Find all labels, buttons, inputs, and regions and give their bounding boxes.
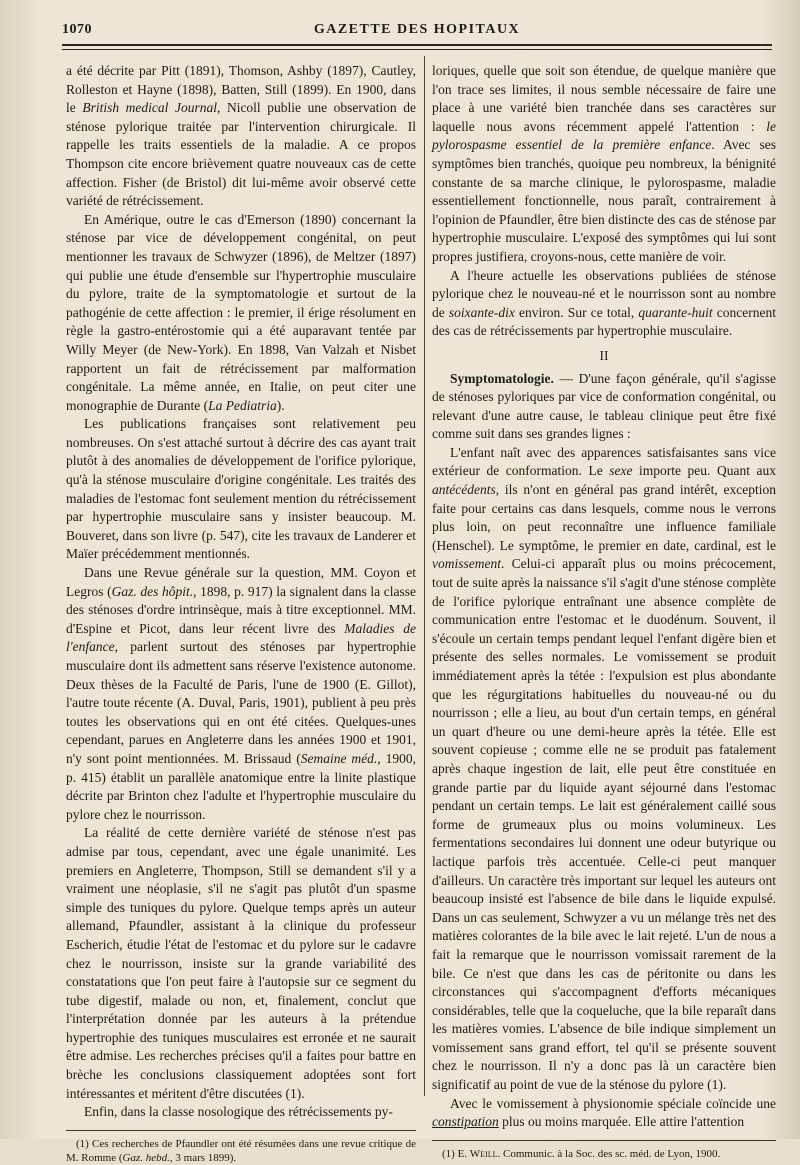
paragraph: Les publications françaises sont relativement peu nombreuses. On s'est attaché surtout à décrire des cas ayant trait plutôt à des anomalies de développement de l'orifice pylorique, qu'à la sténose musculaire d'origine congénitale. Les traités des maladies de l'estomac font seulement mention du rétrécissement par hypertrophie musculaire sans y insister beaucoup. M. Bouveret, dans son livre (p. 547), cite les travaux de Landerer et Maïer précédemment mentionnés.	[66, 416, 416, 562]
paragraph: loriques, quelle que soit son étendue, de quelque manière que l'on trace ses limites, il nous semble nécessaire de faire une place à une variété bien tranchée dans ses caractères sur laquelle nous avons récemment appelé l'attention : le pylorospasme essentiel de la première enfance. Avec ses symptômes bien tranchés, quoique peu nombreux, la bénignité constante de sa marche clinique, le pylorospasme, maladie essentiellement fonctionnelle, nous paraît, contrairement à l'opinion de Pfaundler, être bien distincte des cas de sténose par hypertrophie musculaire. L'exposé des symptômes qui lui sont propres justifiera, croyons-nous, cette manière de voir.	[432, 63, 776, 264]
paragraph: Enfin, dans la classe nosologique des rétrécissements py-	[84, 1104, 393, 1120]
journal-title: GAZETTE DES HOPITAUX	[313, 22, 521, 37]
page-number: 1070	[62, 22, 92, 37]
header-rule-thin	[62, 49, 772, 50]
column-divider	[424, 56, 425, 1096]
footnote: (1) Ces recherches de Pfaundler ont été résumées dans une revue critique de M. Romme (Gaz. hebd., 3 mars 1899).	[66, 1137, 416, 1164]
page-header	[62, 18, 772, 44]
left-column	[66, 62, 416, 1165]
paragraph: A l'heure actuelle les observations publiées de sténose pylorique chez le nouveau-né et le nourrisson sont au nombre de soixante-dix environ. Sur ce total, quarante-huit concernent des cas de rétrécissements par hypertrophie musculaire.	[432, 267, 776, 339]
paragraph: En Amérique, outre le cas d'Emerson (1890) concernant la sténose par vice de développement congénital, on peut mentionner les travaux de Schwyzer (1896), de Meltzer (1897) qui publie une étude d'ensemble sur l'hypertrophie musculaire du pylore, traite de la symptomatologie et surtout de la pathogénie de cette affection : le premier, il érige résolument en règle la gastro-entérostomie qui a été auparavant tentée par Willy Meyer (de New-York). En 1898, Van Valzah et Nisbet rapportent un fait de rétrécissement par malformation congénitale. La même année, en Italie, on peut citer une monographie de Durante (La Pediatria).	[66, 211, 416, 413]
header-rule	[62, 44, 772, 46]
paragraph: Symptomatologie. — D'une façon générale, qu'il s'agisse de sténoses pyloriques par vice de conformation congénital, ou relevant d'une autre cause, le tableau clinique peut être fixé comme suit dans ses grandes lignes :	[432, 370, 776, 442]
footnote-rule	[66, 1130, 416, 1131]
footnote-rule	[432, 1140, 776, 1141]
paragraph: L'enfant naît avec des apparences satisfaisantes sans vice extérieur de conformation. Le sexe importe peu. Quant aux antécédents, ils n'ont en général pas grand intérêt, exception faite pour certains cas dans lesquels, comme nous le verrons plus loin, on peut reconnaître une influence familiale (Henschel). Le symptôme, le premier en date, cardinal, est le vomissement. Celui-ci apparaît plus ou moins précocement, tout de suite après la naissance s'il s'agit d'une sténose complète de l'orifice pylorique entraînant une absence complète de communication entre l'estomac et le duodénum. Souvent, il s'écoule un certain temps pendant lequel l'enfant digère bien et présente des selles normales. Le vomissement se produit immédiatement après la tétée : l'expulsion est plus abondante que les régurgitations habituelles du nouveau-né ou du nourrisson ; elle a lieu, au bout d'un certain temps, en général un quart d'heure ou une demi-heure après la tétée. Elle est souvent copieuse ; comme elle ne se produit pas fatalement après chaque ingestion de lait, elle peut être constituée en grande partie par du liquide ayant séjourné dans l'estomac pendant un certain temps. Le lait est généralement caillé sous forme de grumeaux plus ou moins volumineux. Les fermentations secondaires lui donnent une odeur butyrique ou lactique parfois très accentuée. Celle-ci peut manquer d'ailleurs. Un caractère très important sur lequel les auteurs ont beaucoup insisté est l'absence de bile dans le liquide expulsé. Dans un cas seulement, Schwyzer a vu un mélange très net des matières colorantes de la bile avec le lait rejeté. L'un de nous a fait la remarque que le nourrisson vomissait rarement de la bile. Ce n'est que dans les cas de péritonite ou dans les circonstances qui s'accompagnent d'efforts mécaniques considérables, telle que la coqueluche, que la bile reparaît dans les matières vomies. L'absence de bile indique simplement un vomissement sans grand effort, tel qu'il se présente souvent chez le nourrisson. Il n'y a donc pas là un caractère bien significatif au point de vue de la sténose du pylore (1).	[432, 444, 776, 1093]
right-column	[432, 62, 776, 1161]
paragraph: a été décrite par Pitt (1891), Thomson, Ashby (1897), Cautley, Rolleston et Hayne (1898), Batten, Still (1899). En 1900, dans le British medical Journal, Nicoll publie une observation de sténose pylorique traitée par l'intervention chirurgicale. Il rappelle les traits essentiels de la maladie. A ce propos Thompson cite encore brièvement quatre nouveaux cas de cette affection. Fisher (de Bristol) dit lui-même avoir observé cette variété de rétrécissement.	[66, 63, 416, 209]
footnote: (1) E. Weill. Communic. à la Soc. des sc. méd. de Lyon, 1900.	[442, 1147, 721, 1160]
paragraph: La réalité de cette dernière variété de sténose n'est pas admise par tous, cependant, avec une égale unanimité. Les premiers en Angleterre, Thompson, Still se demandent s'il y a vraiment une néoplasie, s'il ne s'agit pas plutôt d'un spasme simple des tuniques du pylore. Quelque temps après un auteur allemand, Pfaundler, assistant à la clinique du professeur Escherich, étudie l'état de l'estomac et du pylore sur le cadavre chez le nourrisson, insiste sur la grande variabilité des constatations que l'on peut faire à l'autopsie sur ce segment du tube digestif, malade ou non, et, finalement, conclut que l'interprétation donnée par les auteurs à la prétendue hypertrophie des tuniques musculaires est erronée et ne saurait être admise. Les recherches précises qu'il a faites pour battre en brèche les conclusions classiquement adoptées sont fort intéressantes et méritent d'être discutées (1).	[66, 825, 416, 1101]
paragraph: Avec le vomissement à physionomie spéciale coïncide une constipation plus ou moins marquée. Elle attire l'attention	[432, 1095, 776, 1130]
section-title: Symptomatologie.	[450, 370, 554, 386]
paragraph: Dans une Revue générale sur la question, MM. Coyon et Legros (Gaz. des hôpit., 1898, p. 917) la signalent dans la classe des sténoses d'ordre intrinsèque, mais à titre exceptionnel. MM. d'Espine et Picot, dans leur récent livre des Maladies de l'enfance, parlent surtout des sténoses par hypertrophie musculaire dont ils admettent sans réserve l'existence autonome. Deux thèses de la Faculté de Paris, l'une de 1900 (E. Gillot), l'autre toute récente (A. Duval, Paris, 1901), publient à peu près toutes les observations qui en ont été citées. Quelques-unes cependant, parues en Angleterre dans les années 1900 et 1901, n'y sont point mentionnées. M. Brissaud (Semaine méd., 1900, p. 415) établit un parallèle anatomique entre la linite plastique décrite par Brinton chez l'adulte et l'hypertrophie musculaire du pylore chez le nourrisson.	[66, 565, 417, 822]
section-number: II	[599, 347, 609, 363]
